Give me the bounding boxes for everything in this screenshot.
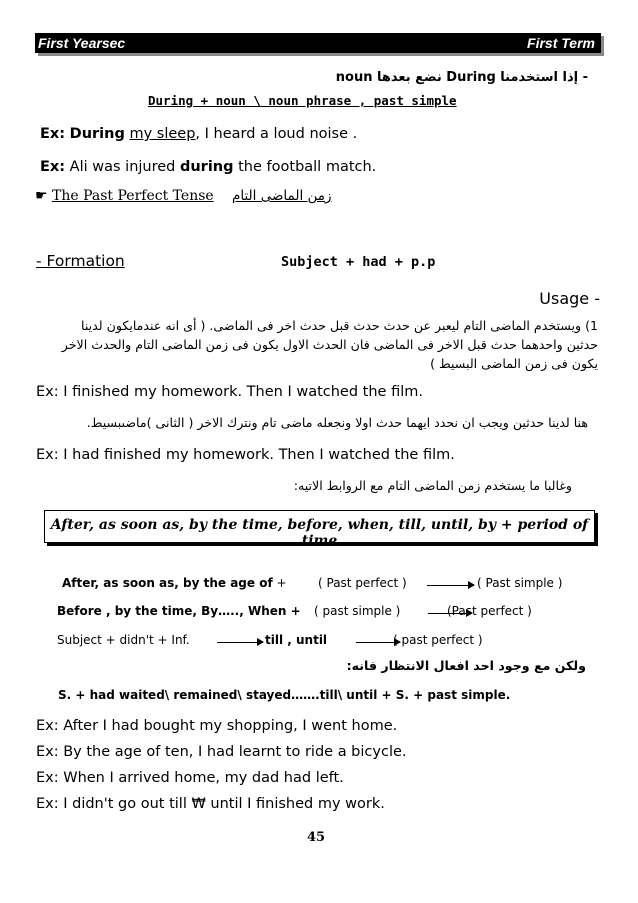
during-rule (336, 70, 588, 85)
during-word: during (179, 159, 234, 175)
page-header (35, 33, 601, 53)
usage-ar-line-3: يكون فى زمن الماضى البسيط ) (430, 356, 598, 371)
ex-label: Ex: (40, 126, 66, 142)
rule-1-right: ( Past simple ) (477, 576, 563, 590)
formation-formula: Subject + had + p.p (281, 254, 436, 270)
example-2: Ex: By the age of ten, I had learnt to ride a bicycle. (36, 744, 407, 760)
formation-label: - Formation (36, 252, 125, 270)
usage-example-1: Ex: I finished my homework. Then I watched the film. (36, 384, 423, 400)
usage-ar-line-1: 1) ويستخدم الماضى التام ليعبر عن حدث حدث قبل حدث اخر فى الماضى. ( أى انه عندمايكون لدينا (81, 318, 598, 333)
during-keyword: During (446, 70, 496, 85)
usage-ar-line-2: حدثين واحدهما حدث قبل الاخر فى الماضى فان الحدث الاول يكون فى زمن الماضى التام والحدث الاخر (61, 337, 598, 352)
usage-ar-links: وغالبا ما يستخدم زمن الماضى التام مع الروابط الاتيه: (293, 478, 572, 493)
arrow-icon (217, 642, 263, 643)
arrow-icon (427, 585, 474, 586)
header-left: First Yearsec (38, 35, 126, 51)
rule-3-left: Subject + didn't + Inf. (57, 633, 190, 647)
past-perfect-title (35, 188, 214, 204)
example-3: Ex: When I arrived home, my dad had left. (36, 770, 344, 786)
rule-ar-but: ولكن مع وجود احد افعال الانتظار فانه: (346, 658, 586, 673)
rule-4: S. + had waited\ remained\ stayed…….till\ until + S. + past simple. (58, 688, 511, 702)
during-rule-prefix: - إذا استخدمنا (500, 70, 588, 85)
example-4: Ex: I didn't go out till ₩ until I finished my work. (36, 796, 385, 812)
rule-1-links: After, as soon as, by the age of (62, 576, 273, 590)
rule-3-right: ( past perfect ) (393, 633, 483, 647)
during-rule-suffix: نضع بعدها (377, 70, 442, 85)
links-box-text: After, as soon as, by the time, before, when, till, until, by + period of time (50, 517, 589, 549)
pointing-hand-icon: ☛ (35, 188, 48, 204)
header-right: First Term (527, 35, 595, 51)
example-1: Ex: After I had bought my shopping, I went home. (36, 718, 398, 734)
rule-3-mid: till , until (265, 633, 328, 647)
example-after: the football match. (238, 159, 377, 175)
during-example-1 (40, 126, 357, 142)
during-example-2 (40, 159, 376, 175)
during-word: During (69, 126, 125, 142)
ex-label: Ex: (40, 159, 66, 175)
example-rest: , I heard a loud noise . (195, 126, 358, 142)
usage-label: Usage - (539, 289, 600, 308)
page-number: 45 (307, 830, 326, 845)
usage-example-2: Ex: I had finished my homework. Then I watched the film. (36, 447, 455, 463)
rule-1-left (62, 576, 287, 590)
rule-2-left: Before , by the time, By….., When + (57, 604, 301, 618)
example-before: Ali was injured (69, 159, 176, 175)
during-formula: During + noun \ noun phrase , past simple (148, 93, 457, 108)
usage-ar-note: هنا لدينا حدثين ويجب ان نحدد ايهما حدث اولا ونجعله ماضى تام ونترك الاخر ( الثانى )ماضىبسيط. (86, 415, 588, 430)
rule-2-right: (Past perfect ) (447, 604, 532, 618)
rule-2-mid: ( past simple ) (314, 604, 401, 618)
links-box (44, 510, 595, 549)
during-noun: noun (335, 70, 373, 85)
title-en: The Past Perfect Tense (52, 188, 214, 204)
rule-1-mid: ( Past perfect ) (318, 576, 407, 590)
title-ar: زمن الماضى التام (232, 188, 332, 204)
underlined-phrase: my sleep (129, 126, 196, 142)
rule-1-plus: + (272, 576, 287, 590)
